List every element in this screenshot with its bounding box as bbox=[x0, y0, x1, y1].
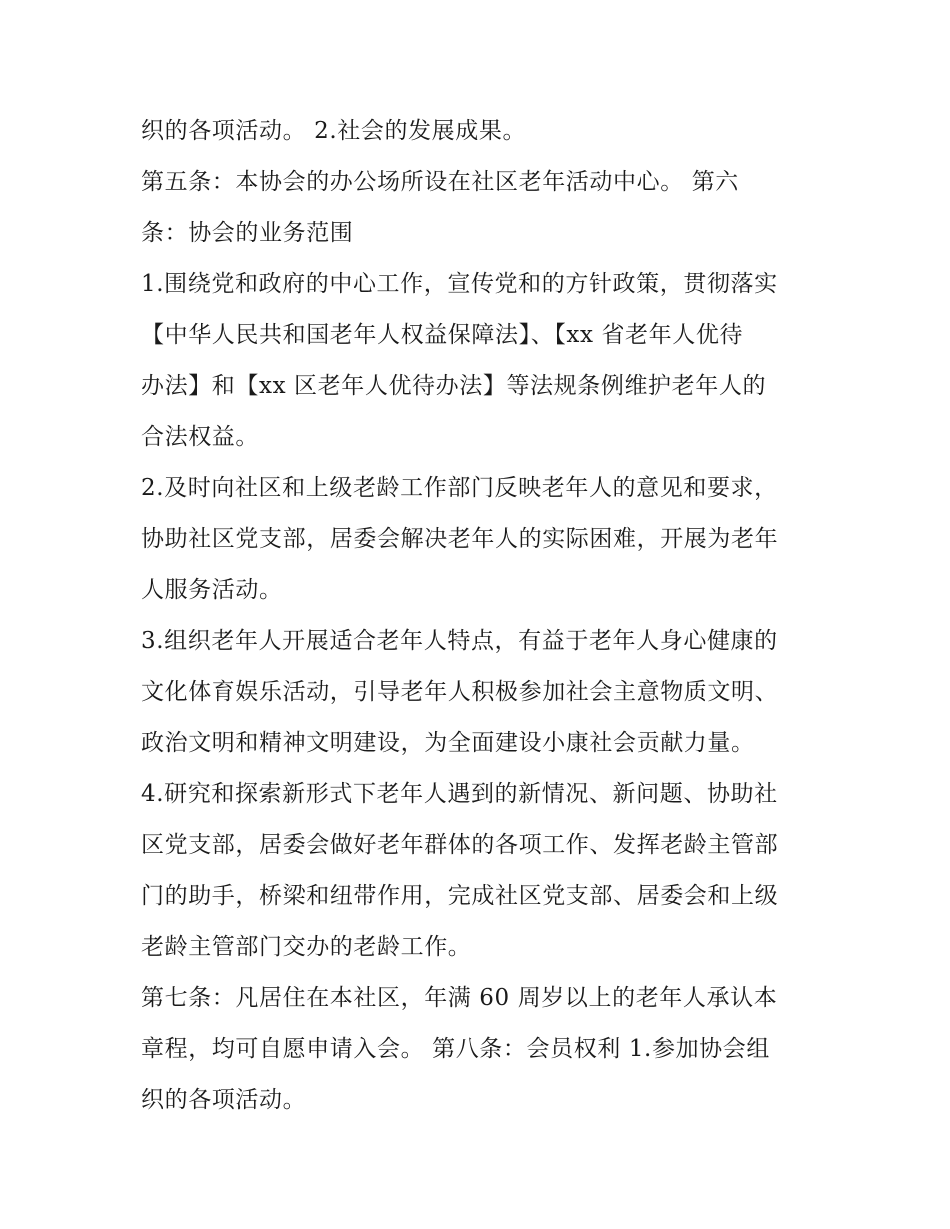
text-line: 章程，均可自愿申请入会。 第八条：会员权利 1.参加协会组 bbox=[141, 1036, 770, 1062]
text-line: 2.及时向社区和上级老龄工作部门反映老年人的意见和要求， bbox=[141, 475, 778, 501]
text-line: 文化体育娱乐活动，引导老年人积极参加社会主意物质文明、 bbox=[141, 679, 779, 705]
text-line: 3.组织老年人开展适合老年人特点，有益于老年人身心健康的 bbox=[141, 628, 778, 654]
text-line: 人服务活动。 bbox=[141, 577, 283, 603]
text-line: 政治文明和精神文明建设，为全面建设小康社会贡献力量。 bbox=[141, 730, 755, 756]
text-line: 第七条：凡居住在本社区，年满 60 周岁以上的老年人承认本 bbox=[141, 985, 778, 1011]
text-line: 【中华人民共和国老年人权益保障法】、【xx 省老年人优待 bbox=[141, 322, 744, 348]
text-line: 织的各项活动。 bbox=[141, 1087, 307, 1113]
document-body bbox=[141, 106, 821, 1126]
text-line: 合法权益。 bbox=[141, 424, 259, 450]
text-line: 条：协会的业务范围 bbox=[141, 220, 354, 246]
text-line: 门的助手，桥梁和纽带作用，完成社区党支部、居委会和上级 bbox=[141, 883, 779, 909]
text-line: 区党支部，居委会做好老年群体的各项工作、发挥老龄主管部 bbox=[141, 832, 779, 858]
text-line: 协助社区党支部，居委会解决老年人的实际困难，开展为老年 bbox=[141, 526, 779, 552]
text-line: 第五条：本协会的办公场所设在社区老年活动中心。 第六 bbox=[141, 169, 739, 195]
text-line: 4.研究和探索新形式下老年人遇到的新情况、新问题、协助社 bbox=[141, 781, 778, 807]
text-line: 老龄主管部门交办的老龄工作。 bbox=[141, 934, 472, 960]
text-line: 1.围绕党和政府的中心工作，宣传党和的方针政策，贯彻落实 bbox=[141, 271, 778, 297]
text-line: 办法】和【xx 区老年人优待办法】等法规条例维护老年人的 bbox=[141, 373, 767, 399]
text-line: 织的各项活动。 2.社会的发展成果。 bbox=[141, 118, 527, 144]
